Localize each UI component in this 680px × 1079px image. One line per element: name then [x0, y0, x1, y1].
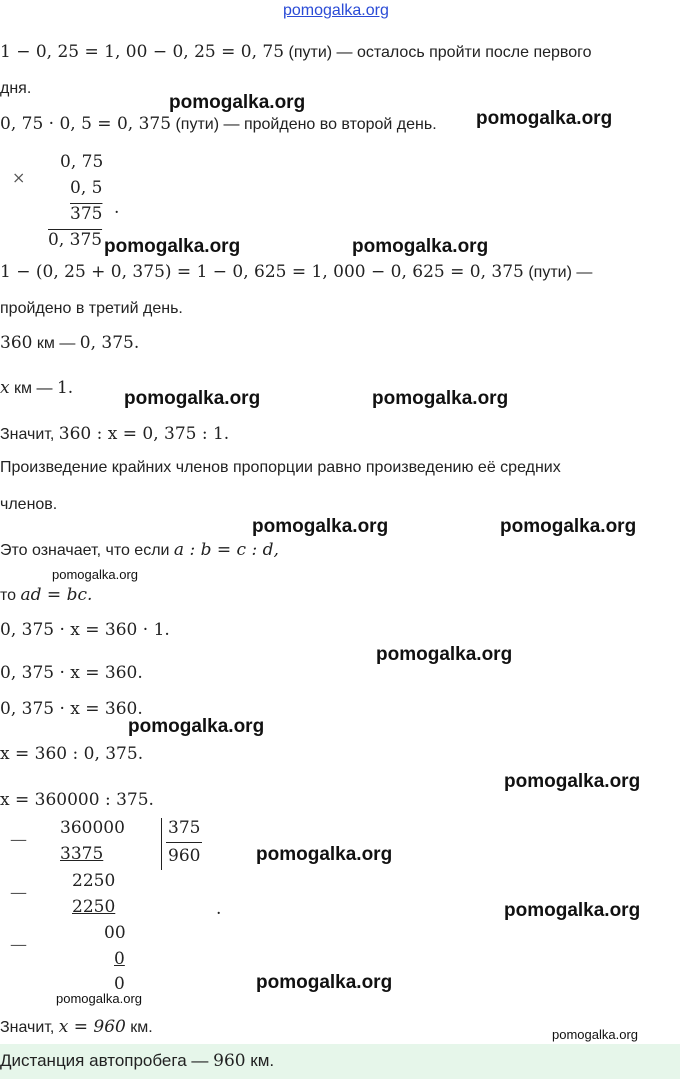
watermark-text: pomogalka.org	[376, 644, 513, 665]
equation-1: 0, 375 · x = 360 · 1.	[0, 620, 170, 640]
watermark-text-small: pomogalka.org	[552, 1027, 638, 1042]
subtrahend-1: 3375	[60, 844, 104, 864]
unit-text: км.	[125, 1019, 153, 1036]
proportion-line-2	[0, 378, 73, 398]
watermark-text: pomogalka.org	[128, 716, 265, 737]
trailing-dot: .	[216, 899, 222, 919]
rule-condition	[0, 540, 279, 560]
minus-sign: —	[10, 935, 27, 955]
division-vertical-line	[161, 818, 162, 870]
partial-product: 375	[70, 204, 103, 224]
remainder-2: 00	[104, 923, 126, 943]
math-expression: 0, 75 · 0, 5 = 0, 375	[0, 114, 172, 134]
subtrahend-3: 0	[114, 949, 125, 969]
math-expression: a : b = c : d,	[173, 540, 279, 560]
math-expression: 1 − 0, 25 = 1, 00 − 0, 25 = 0, 75	[0, 42, 285, 62]
watermark-text: pomogalka.org	[504, 771, 641, 792]
watermark-text: pomogalka.org	[256, 972, 393, 993]
watermark-text: pomogalka.org	[500, 516, 637, 537]
line-text: (пути) —	[523, 264, 593, 281]
math-expression: 360 : x = 0, 375 : 1.	[58, 424, 230, 444]
line-text: то	[0, 587, 21, 604]
minus-sign: —	[10, 830, 27, 850]
answer-value: 960	[213, 1051, 246, 1071]
line-text: км —	[9, 380, 57, 397]
subtrahend-2: 2250	[72, 897, 116, 917]
math-value: 0, 375.	[79, 333, 140, 353]
line-text: (пути) — осталось пройти после первого	[284, 44, 592, 61]
multiplication-result: 0, 375	[48, 230, 103, 250]
rule-text-line-1: Произведение крайних членов пропорции равно произведению её средних	[0, 459, 561, 476]
minus-sign: —	[10, 883, 27, 903]
answer-line	[0, 1051, 274, 1071]
equation-3: 0, 375 · x = 360.	[0, 699, 143, 719]
math-variable: x	[0, 378, 10, 398]
line-text: (пути) — пройдено во второй день.	[171, 116, 437, 133]
rule-text-line-2: членов.	[0, 496, 58, 513]
math-expression: ad = bc.	[20, 585, 93, 605]
math-expression: 1 − (0, 25 + 0, 375) = 1 − 0, 625 = 1, 000 − 0, 625 = 0, 375	[0, 262, 524, 282]
math-expression: x = 960	[58, 1017, 126, 1037]
math-value: 360	[0, 333, 33, 353]
watermark-text: pomogalka.org	[352, 236, 489, 257]
divisor: 375	[168, 818, 201, 838]
equation-4: x = 360 : 0, 375.	[0, 744, 144, 764]
proportion-line-1	[0, 333, 139, 353]
solution-line-3-continuation: пройдено в третий день.	[0, 300, 183, 317]
solution-line-1	[0, 42, 592, 62]
remainder-1: 2250	[72, 871, 116, 891]
watermark-text: pomogalka.org	[169, 92, 306, 113]
conclusion-line	[0, 1017, 153, 1037]
answer-box	[0, 1044, 680, 1079]
watermark-text: pomogalka.org	[252, 516, 389, 537]
divisor-underline	[166, 842, 202, 843]
watermark-text: pomogalka.org	[504, 900, 641, 921]
watermark-text: pomogalka.org	[104, 236, 241, 257]
line-text: Значит,	[0, 426, 59, 443]
answer-text: Дистанция автопробега —	[0, 1051, 214, 1070]
watermark-text: pomogalka.org	[124, 388, 261, 409]
watermark-text-small: pomogalka.org	[56, 991, 142, 1006]
remainder-3: 0	[114, 974, 125, 994]
answer-unit: км.	[245, 1051, 275, 1070]
watermark-text: pomogalka.org	[476, 108, 613, 129]
multiplicand: 0, 75	[60, 152, 104, 172]
line-text: км —	[32, 335, 80, 352]
watermark-text: pomogalka.org	[256, 844, 393, 865]
line-text: Это означает, что если	[0, 542, 174, 559]
equation-5: x = 360000 : 375.	[0, 790, 154, 810]
watermark-top-link[interactable]: pomogalka.org	[283, 2, 389, 19]
equation-2: 0, 375 · x = 360.	[0, 663, 143, 683]
quotient: 960	[168, 846, 201, 866]
solution-line-3	[0, 262, 592, 282]
solution-line-1-continuation: дня.	[0, 80, 32, 97]
multiplier: 0, 5	[70, 178, 103, 198]
dividend: 360000	[60, 818, 125, 838]
watermark-text-small: pomogalka.org	[52, 567, 138, 582]
watermark-text: pomogalka.org	[372, 388, 509, 409]
trailing-dot: .	[114, 198, 120, 218]
rule-consequence	[0, 585, 92, 605]
line-text: Значит,	[0, 1019, 59, 1036]
math-value: 1.	[56, 378, 74, 398]
proportion-statement	[0, 424, 229, 444]
solution-line-2	[0, 114, 437, 134]
multiply-sign: ×	[12, 168, 26, 187]
